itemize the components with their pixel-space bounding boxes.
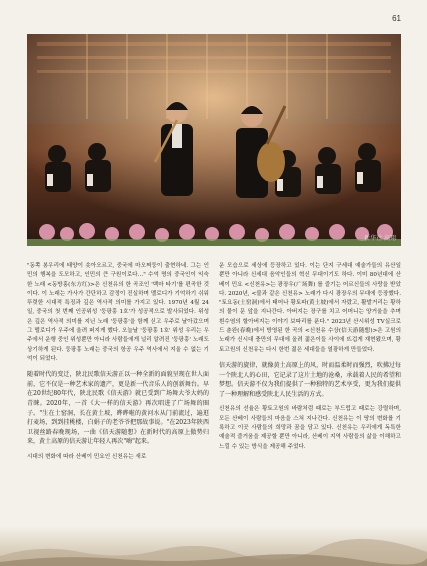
page-number: 61 <box>392 14 401 23</box>
article-paragraph: 随着时代的变迁，陕北民歌信天游正以一种全新的面貌呈现在世人面前，它不仅是一种艺术家的遗产，更是新一代音乐人的创新舞台。早在20世纪80年代，陕北民歌《信天游》就已受到广场舞大爷大妈的青睐。2020年，一首《大一样的信天游》再次唱进了广场舞的圈子。"生在土窑洞，长在黄土坡，晔晔啦的黄河水从门前流过，遍逛打麦场，到到挂桃楼，白娟子的老爷爷把那故事说。"在2023年陕西卫视丝路春晚现场，一曲《信天游随想》在新时代的高原上傲势归来，黄土高原的信天游让年轻人再次"嗨"起来。 <box>27 371 209 446</box>
footer-decoration <box>0 526 427 566</box>
article-paragraph: 시대의 변화에 따라 산베이 민요인 신천유는 새로 <box>27 454 147 461</box>
article-right-column <box>219 262 401 524</box>
article-paragraph: "동쪽 봉우리에 태양이 솟아오르고, 중국에 마오쩌둥이 출현하네. 그는 인민의 행복을 도모하고, 인민의 큰 구원이로다…" 수억 명의 중국인이 익숙한 노래 <동방홍(东方红)>은 신천유의 한 곡조인 '백마 타기'를 편곡한 것이다. 이 노래는 가사가 간단하고 감정이 진실하며 멜로디가 기억하기 쉬워 뚜렷한 시대적 특징과 깊은 역사적 의미를 가지고 있다. 1970년 4월 24일, 중국의 첫 번째 인공위성 '둥팡훙 1호'가 성공적으로 발사되었다. 위성은 깊은 역사적 의미를 지닌 노래 '둥팡훙'을 함께 싣고 우주로 날아갔으며 그 멜로디가 우주에 울려 퍼지게 했다. 오늘날 '둥팡훙 1호' 위성 우리는 우주에서 운행 중인 위성뿐만 아니라 사람들에게 널리 알려진 '둥팡훙' 노래도 상기하게 된다. 둥팡훙 노래는 중국의 항공 우주 역사에서 지울 수 없는 기억이 되었다. <box>27 263 210 362</box>
article-left-column <box>27 262 209 524</box>
article-paragraph: 信天游的旋律，就像黄土高原上的风，时而温柔时而强烈，吹拂过每一个陕北人的心田，它记录了这片土地的沧桑，承载着人民的希望和梦想。信天游不仅为我们提供了一种独特的艺术享受，更为我们提供了一种理解和感受陕北人民生活的方式。 <box>219 361 401 398</box>
photo-watermark: 新华社 高翔 <box>364 235 396 242</box>
article-paragraph: 신천유의 선율은 황토고원의 바람처럼 때로는 부드럽고 때로는 강렬하며, 모든 산베이 사람들의 마음을 스쳐 지나간다. 신천유는 이 땅의 변화를 기록하고 이곳 사람들의 희망과 꿈을 담고 있다. 신천유는 우리에게 독특한 예술적 즐거움을 제공할 뿐만 아니라, 산베이 지역 사람들의 삶을 이해하고 느낄 수 있는 방식을 제공해 주었다. <box>219 406 401 450</box>
concert-photo <box>27 34 401 246</box>
article-paragraph: 운 모습으로 세상에 등장하고 있다. 이는 단지 구세대 예술가들의 유산일 뿐만 아니라 신세대 음악인들의 혁신 무대이기도 하다. 이미 80년대에 산베이 민요 <신천유>는 광장우(广场舞) 를 즐기는 어르신들의 사랑을 받았다. 2020년, <불과 같은 신천유> 노래가 다시 광장우의 무대에 등장했다. "토요동(土窑洞)에서 태어나 황토파(黄土坡)에서 자랐고, 활발거리는 황하의 물이 문 앞을 지나간다. 아버지는 장구를 치고 어머니는 양거울을 추며 흰수염의 할아버지는 이야기 보따리를 푼다." 2023년 산시위성 TV실크로드 춘완(春晚)에서 방영된 한 곡의 <신천유 수상(信天游随想)>은 고원의 노래가 신시대 충만의 무대에 올려 젊은이들 사이에 뜨겁게 재현됐으며, 황토고원의 신천유는 다시 한번 젊은 세대들을 열광하게 만들었다. <box>219 263 401 353</box>
concert-photo-illustration <box>27 34 401 246</box>
footer-landscape-illustration <box>0 526 427 566</box>
article-body <box>27 262 401 524</box>
